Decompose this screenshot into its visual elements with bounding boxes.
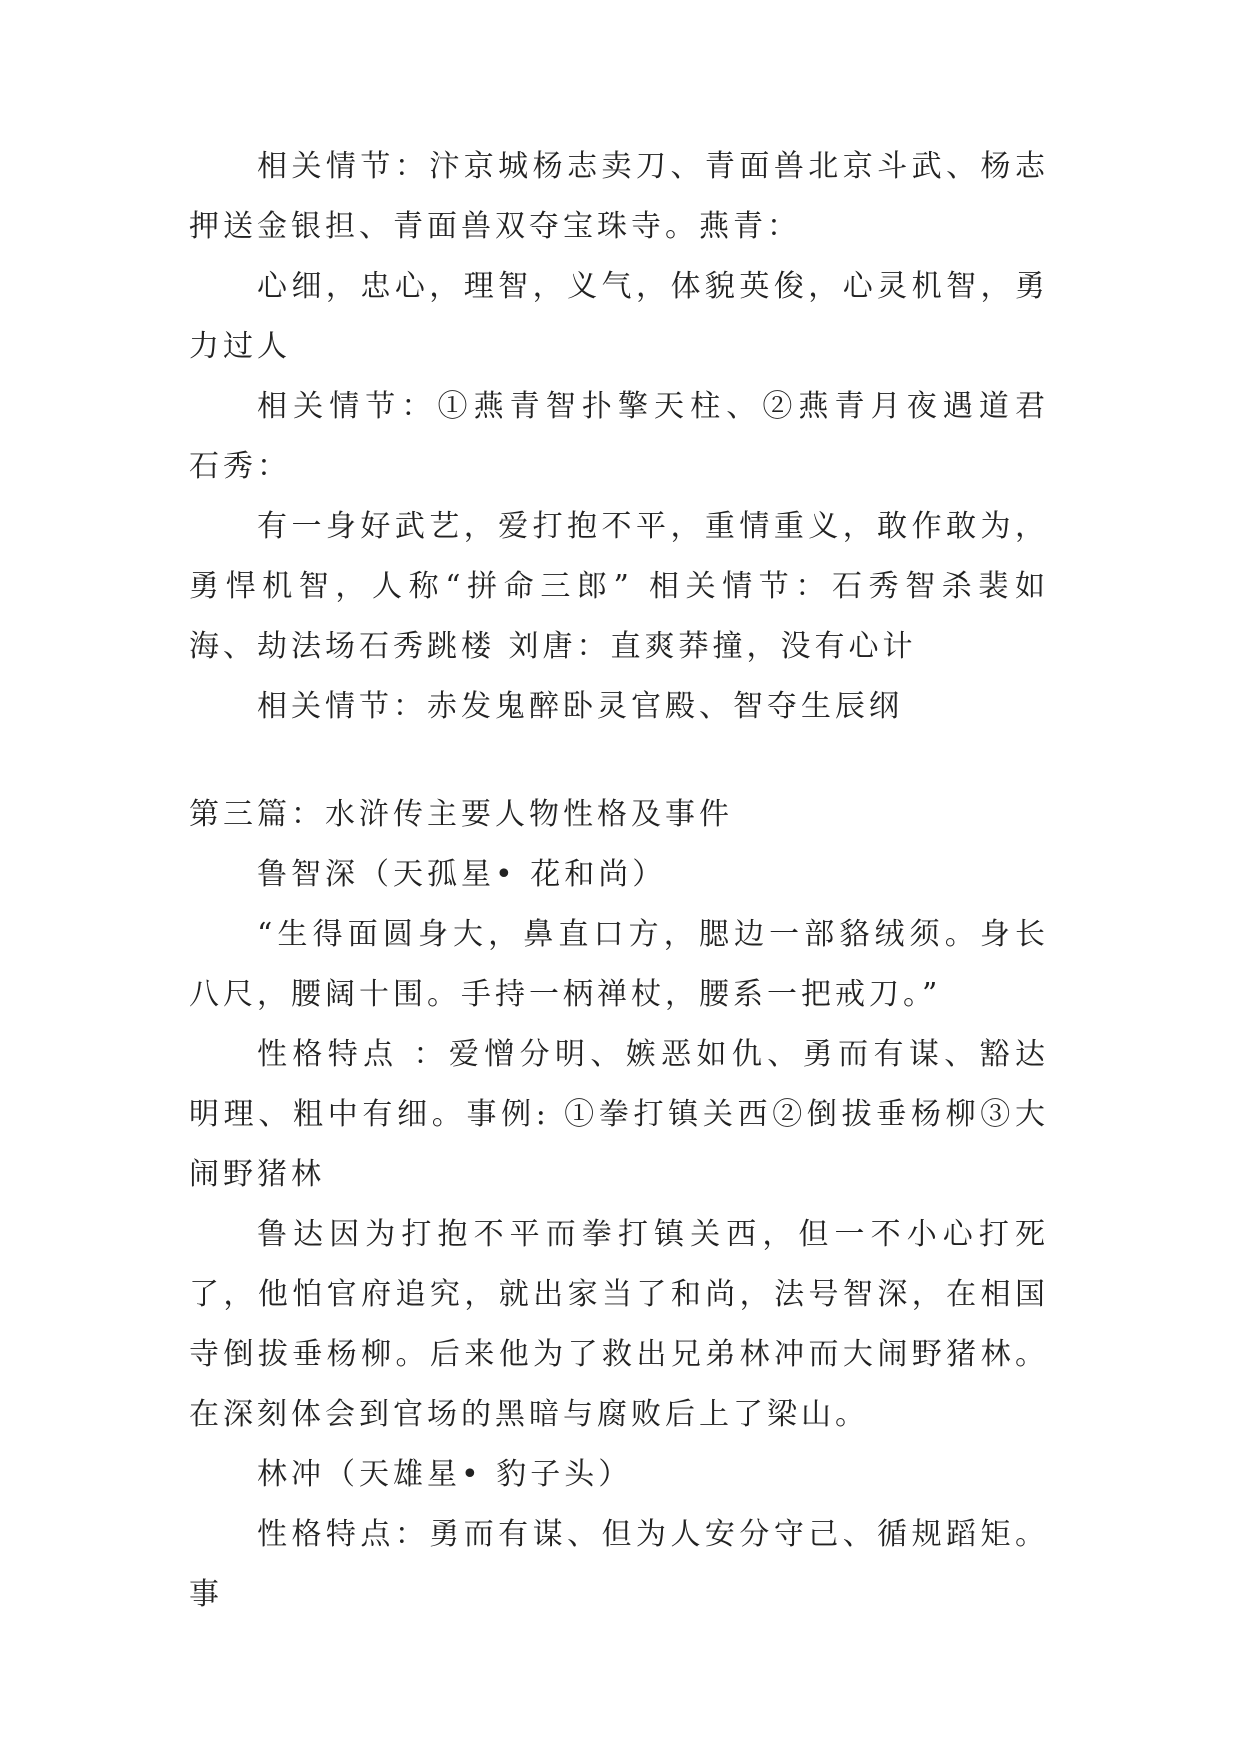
paragraph-luzhishen-story: 鲁达因为打抱不平而拳打镇关西，但一不小心打死了，他怕官府追究，就出家当了和尚，法号智深，在相国寺倒拔垂杨柳。后来他为了救出兄弟林冲而大闹野猪林。在深刻体会到官场的黑暗与腐败后上了梁山。 [189, 1217, 1049, 1432]
section-gap [189, 737, 1049, 785]
paragraph-linchong-traits: 性格特点：勇而有谋、但为人安分守己、循规蹈矩。事 [189, 1517, 1049, 1612]
paragraph-luzhishen-heading: 鲁智深（天孤星• 花和尚） [257, 857, 667, 892]
paragraph-yangzhi-plot: 相关情节：汴京城杨志卖刀、青面兽北京斗武、杨志押送金银担、青面兽双夺宝珠寺。燕青： [189, 149, 1049, 244]
section-title: 第三篇：水浒传主要人物性格及事件 [189, 797, 733, 832]
paragraph-yanqing-plot: 相关情节：①燕青智扑擎天柱、②燕青月夜遇道君 石秀： [189, 389, 1049, 484]
paragraph-luzhishen-traits: 性格特点 ：爱憎分明、嫉恶如仇、勇而有谋、豁达明理、粗中有细。事例: ①拳打镇关西②倒拔垂杨柳③大闹野猪林 [189, 1037, 1049, 1192]
paragraph-shixiu-traits: 有一身好武艺，爱打抱不平，重情重义，敢作敢为，勇悍机智，人称“拼命三郎” 相关情节：石秀智杀裴如海、劫法场石秀跳楼 刘唐：直爽莽撞，没有心计 [189, 509, 1049, 664]
paragraph-liutang-plot: 相关情节：赤发鬼醉卧灵官殿、智夺生辰纲 [257, 689, 903, 724]
paragraph-yanqing-traits: 心细，忠心，理智，义气，体貌英俊，心灵机智，勇力过人 [189, 269, 1049, 364]
paragraph-luzhishen-description: “生得面圆身大，鼻直口方，腮边一部貉绒须。身长八尺，腰阔十围。手持一柄禅杖，腰系一把戒刀。” [189, 917, 1049, 1012]
document-body [189, 137, 1049, 1625]
paragraph-linchong-heading: 林冲（天雄星• 豹子头） [257, 1457, 633, 1492]
